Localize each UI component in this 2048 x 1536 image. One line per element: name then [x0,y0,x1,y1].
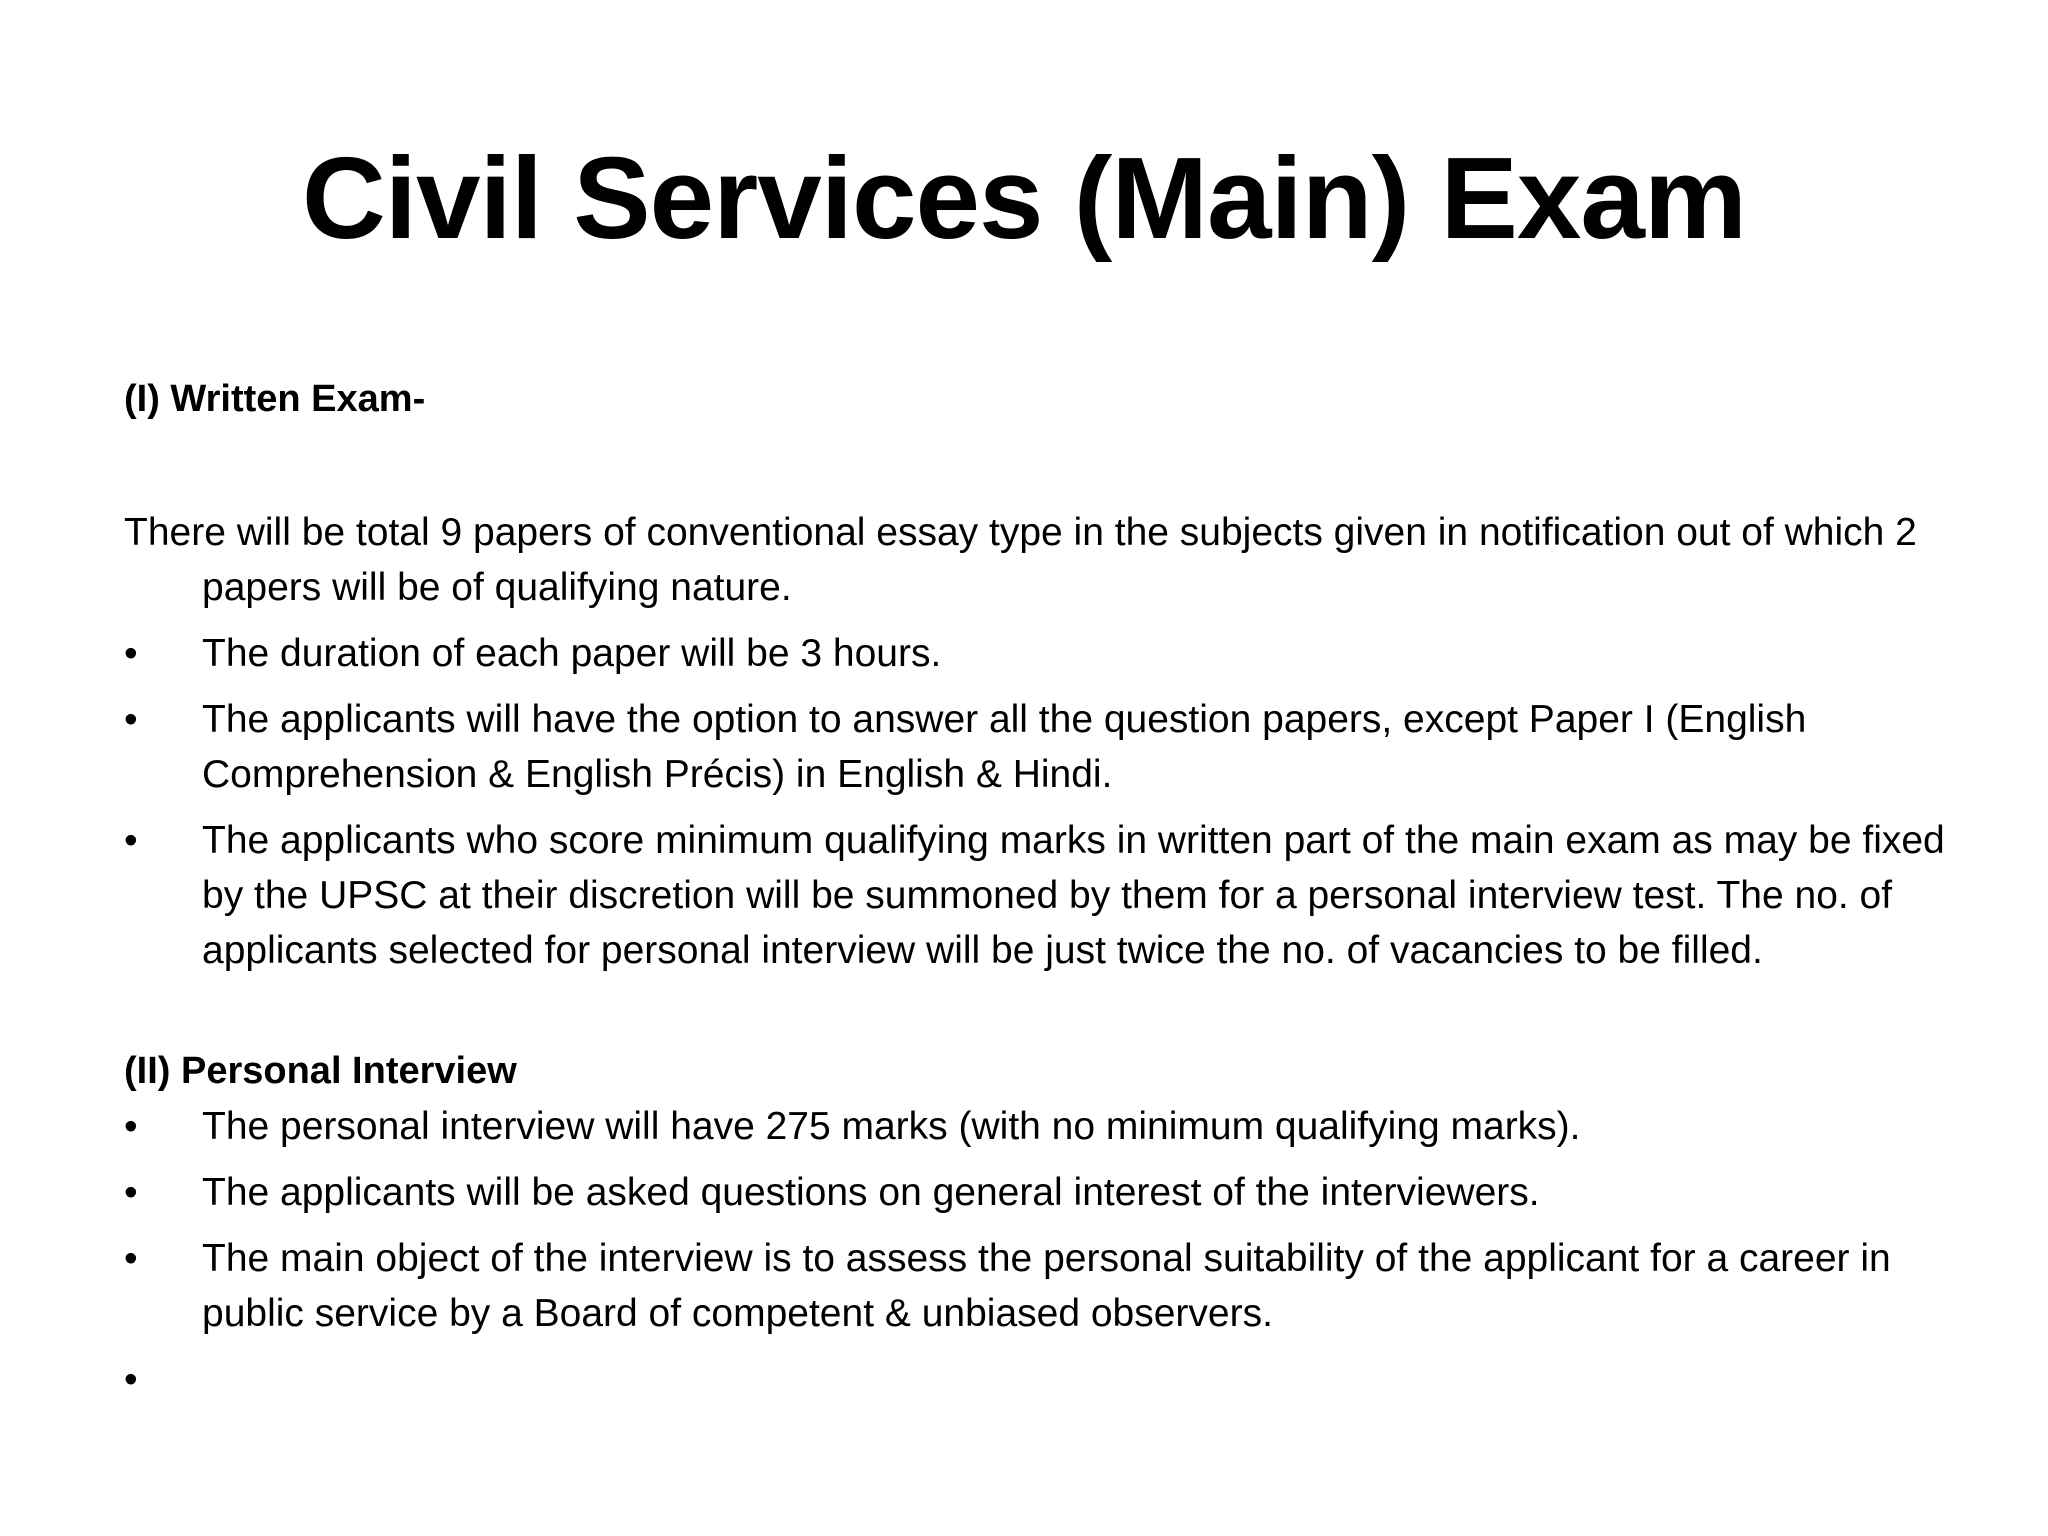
slide-title: Civil Services (Main) Exam [302,133,1746,263]
bullet-icon: • [124,1237,138,1280]
list-item [124,626,1964,681]
list-item [124,1099,1964,1154]
list-item-text: The duration of each paper will be 3 hours. [202,632,942,675]
list-item [124,1231,1964,1341]
bullet-icon: • [124,1171,138,1214]
written-exam-intro: There will be total 9 papers of conventional essay type in the subjects given in notification out of which 2 papers will be of qualifying nature. [124,511,1917,609]
list-item-text: The applicants will be asked questions on general interest of the interviewers. [202,1171,1540,1214]
bullet-icon: • [124,1105,138,1148]
bullet-icon: • [124,632,138,675]
slide-body [124,372,1964,1401]
list-item [124,1165,1964,1220]
section-heading-written-exam: (I) Written Exam- [124,378,426,420]
list-item [124,692,1964,802]
bullet-icon: • [124,819,138,862]
list-item-text: The personal interview will have 275 marks (with no minimum qualifying marks). [202,1105,1581,1148]
list-item-text: The applicants will have the option to answer all the question papers, except Paper I (English Comprehension & English Précis) in English & Hindi. [202,698,1807,796]
bullet-icon: • [124,1358,138,1401]
list-item-text: The applicants who score minimum qualifying marks in written part of the main exam as may be fixed by the UPSC at their discretion will be summoned by them for a personal interview test. The no. of applicants selected for personal interview will be just twice the no. of vacancies to be filled. [202,819,1945,972]
list-item [124,813,1964,978]
bullet-icon: • [124,698,138,741]
list-item-text: The main object of the interview is to assess the personal suitability of the applicant for a career in public service by a Board of competent & unbiased observers. [202,1237,1891,1335]
section-heading-personal-interview: (II) Personal Interview [124,1050,517,1092]
